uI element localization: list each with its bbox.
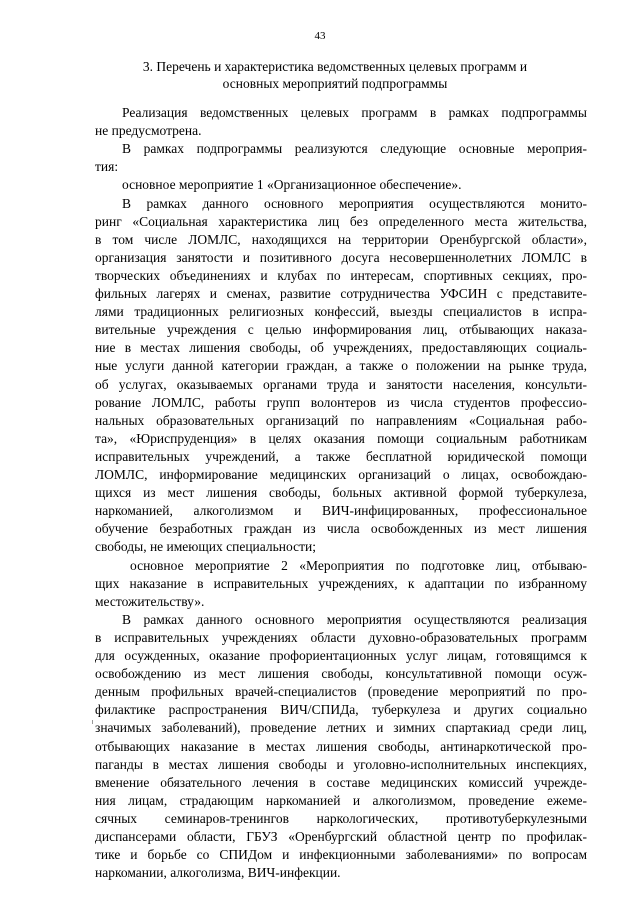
text-line: В рамках подпрограммы реализуются следующие основные мероприя- <box>122 141 587 157</box>
text-line: лями традиционных религиозных конфессий, выезды специалистов в испра- <box>95 304 587 320</box>
text-line: денным профильных врачей-специалистов (проведение мероприятий по про- <box>95 684 587 700</box>
text-line: филактике распространения ВИЧ/СПИДа, туберкулеза и других социально <box>95 702 587 718</box>
text-line: ния лицам, страдающим наркоманией и алкоголизмом, проведение ежеме- <box>95 792 587 808</box>
section-heading <box>110 58 560 92</box>
text-line: освобождению из мест лишения свободы, консультативной помощи осуж- <box>95 666 587 682</box>
text-line: В рамках данного основного мероприятия осуществляются монито- <box>122 195 587 211</box>
text-line: нальных образовательных организаций по направлениям «Социальная рабо- <box>95 412 587 428</box>
text-line: вменение обязательного лечения в составе медицинских комиссий учрежде- <box>95 774 587 790</box>
text-line: основное мероприятие 2 «Мероприятия по подготовке лиц, отбываю- <box>130 557 587 573</box>
text-line: ринг «Социальная характеристика лиц без определенного места жительства, <box>95 213 587 229</box>
text-line: диспансерами области, ГБУЗ «Оренбургский областной центр по профилак- <box>95 829 587 844</box>
text-line: свободы, не имеющих специальности; <box>95 539 316 555</box>
section-heading-line: 3. Перечень и характеристика ведомственных целевых программ и <box>142 59 528 74</box>
text-line: отбывающих наказание в местах лишения свободы, антинаркотической про- <box>95 738 587 754</box>
text-line: ЛОМЛС, информирование медицинских организаций о лицах, освобождаю- <box>95 467 587 482</box>
text-line: ние в местах лишения свободы, об учреждениях, предоставляющих социаль- <box>95 340 587 356</box>
text-line: организация занятости и позитивного досуга несовершеннолетних ЛОМЛС в <box>95 249 587 265</box>
text-line: В рамках данного основного мероприятия осуществляются реализация <box>122 611 587 627</box>
text-line: тике и борьбе со СПИДом и инфекционными заболеваниями» по вопросам <box>95 847 587 863</box>
page-number: 43 <box>314 30 326 42</box>
text-line: тия: <box>95 159 119 175</box>
text-line: ные услуги данной категории граждан, а также о положении на рынке труда, <box>95 358 587 374</box>
text-line: в исправительных учреждениях области духовно-образовательных программ <box>95 629 587 645</box>
text-line: обучение безработных граждан из числа освобожденных из мест лишения <box>95 521 587 537</box>
scan-artifact <box>92 720 93 724</box>
text-line: об услугах, оказываемых органами труда и занятости населения, консульти- <box>95 376 587 392</box>
section-heading-line: основных мероприятий подпрограммы <box>222 76 448 91</box>
text-line: не предусмотрена. <box>95 123 202 139</box>
text-line: местожительству». <box>95 593 205 609</box>
text-line: творческих объединениях и клубах по интересам, спортивных секциях, про- <box>95 267 587 283</box>
text-line: сячных семинаров-тренингов наркологических, противотуберкулезными <box>95 810 587 826</box>
text-line: значимых заболеваний), проведение летних и зимних спартакиад среди лиц, <box>95 720 587 736</box>
text-line: в том числе ЛОМЛС, находящихся на территории Оренбургской области», <box>95 231 587 247</box>
text-line: Реализация ведомственных целевых программ в рамках подпрограммы <box>122 105 587 120</box>
text-line: для осужденных, оказание профориентационных услуг лицам, готовящимся к <box>95 648 587 663</box>
text-line: рование ЛОМЛС, работы групп волонтеров из числа студентов профессио- <box>95 394 587 410</box>
text-line: наркоманией, алкоголизмом и ВИЧ-инфицированных, профессиональное <box>95 503 587 519</box>
text-line: та», «Юриспруденция» в целях оказания помощи социальным работникам <box>95 430 587 446</box>
text-line: вительные учреждения с целью информирования лиц, отбывающих наказа- <box>95 322 587 338</box>
text-line: щих наказание в исправительных учреждениях, к адаптации по избранному <box>95 575 587 591</box>
text-line: наркомании, алкоголизма, ВИЧ-инфекции. <box>95 865 341 881</box>
text-line: паганды в местах лишения свободы и уголовно-исполнительных инспекциях, <box>95 756 587 772</box>
text-line: исправительных учреждений, а также бесплатной юридической помощи <box>95 448 587 464</box>
text-line: щихся из мест лишения свободы, больных активной формой туберкулеза, <box>95 485 587 501</box>
text-line: основное мероприятие 1 «Организационное обеспечение». <box>122 177 462 193</box>
text-line: фильных лагерях и сменах, развитие сотрудничества УФСИН с представите- <box>95 286 587 301</box>
